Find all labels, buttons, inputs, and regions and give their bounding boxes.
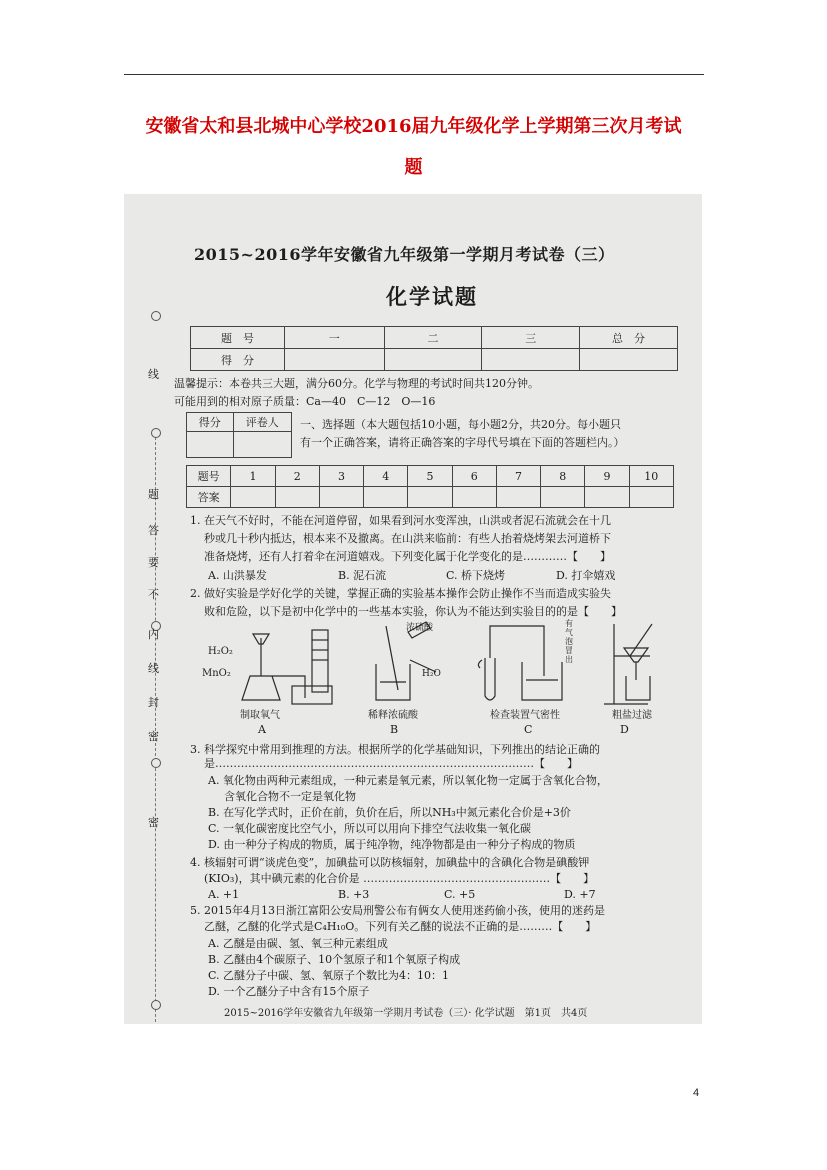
grader-score-cell[interactable] bbox=[187, 432, 234, 458]
binding-char: 答 bbox=[148, 524, 159, 537]
question-number: 8 bbox=[541, 466, 585, 487]
caption-c: 检查装置气密性 bbox=[490, 710, 560, 721]
caption-b: 稀释浓硫酸 bbox=[368, 710, 418, 721]
answer-cell[interactable] bbox=[231, 487, 275, 508]
beaker-icon bbox=[626, 676, 650, 700]
binding-circle bbox=[151, 1000, 161, 1010]
document-title-line-2: 题 bbox=[404, 157, 423, 178]
gas-jar-icon bbox=[312, 630, 328, 692]
question-3-line: 3. 科学探究中常用到推理的方法。根据所学的化学基础知识，下列推出的结论正确的 bbox=[190, 743, 600, 756]
question-5-option-d: D. 一个乙醚分子中含有15个原子 bbox=[208, 985, 370, 998]
question-1-option-d: D. 打伞嬉戏 bbox=[556, 569, 616, 582]
diagram-letter-a: A bbox=[258, 723, 266, 736]
answer-table-header-row bbox=[187, 466, 674, 487]
question-number: 1 bbox=[231, 466, 275, 487]
grader-table bbox=[186, 412, 292, 458]
question-number: 7 bbox=[496, 466, 540, 487]
question-4-option-c: C. +5 bbox=[444, 888, 476, 901]
question-3-option-c: C. 一氧化碳密度比空气小，所以可以用向下排空气法收集一氧化碳 bbox=[208, 822, 532, 835]
diagram-letter-b: B bbox=[390, 723, 399, 736]
question-1-line: 1. 在天气不好时，不能在河道停留，如果看到河水变浑浊，山洪或者泥石流就会在十几 bbox=[190, 514, 611, 527]
score-table-header: 三 bbox=[482, 327, 580, 349]
score-table bbox=[190, 326, 678, 371]
binding-char: 线 bbox=[148, 662, 159, 675]
question-number: 5 bbox=[408, 466, 452, 487]
water-label: H₂O bbox=[422, 669, 441, 679]
erlenmeyer-flask-icon bbox=[242, 676, 280, 700]
bubble-label-char: 出 bbox=[565, 655, 573, 664]
answer-cell[interactable] bbox=[452, 487, 496, 508]
caption-d: 粗盐过滤 bbox=[612, 710, 652, 721]
binding-char: 不 bbox=[148, 588, 159, 601]
answer-cell[interactable] bbox=[585, 487, 629, 508]
score-row-label: 得 分 bbox=[191, 349, 285, 371]
question-5-option-a: A. 乙醚是由碳、氢、氧三种元素组成 bbox=[208, 937, 388, 950]
exam-paper-title: 2015~2016学年安徽省九年级第一学期月考试卷（三） bbox=[194, 245, 615, 264]
exam-subject-title: 化学试题 bbox=[386, 284, 478, 309]
answer-cell[interactable] bbox=[541, 487, 585, 508]
question-5-option-b: B. 乙醚由4个碳原子、10个氢原子和1个氧原子构成 bbox=[208, 953, 461, 966]
page-number: 4 bbox=[693, 1087, 700, 1099]
header-rule bbox=[124, 74, 704, 75]
caption-a: 制取氧气 bbox=[240, 710, 280, 721]
question-4-line: 4. 核辐射可谓“谈虎色变”，加碘盐可以防核辐射，加碘盐中的含碘化合物是碘酸钾 bbox=[190, 856, 590, 869]
atomic-mass-text: 可能用到的相对原子质量：Ca—40 C—12 O—16 bbox=[174, 395, 436, 408]
score-cell[interactable] bbox=[384, 349, 482, 371]
bubble-label-char: 有 bbox=[565, 619, 573, 628]
binding-char: 密 bbox=[148, 730, 159, 743]
binding-char: 封 bbox=[148, 696, 159, 709]
answer-cell[interactable] bbox=[275, 487, 319, 508]
question-3-option-b: B. 在写化学式时，正价在前，负价在后，所以NH₃中氮元素化合价是+3价 bbox=[208, 806, 571, 819]
question-number: 9 bbox=[585, 466, 629, 487]
question-1-option-b: B. 泥石流 bbox=[338, 569, 387, 582]
answer-cell[interactable] bbox=[629, 487, 673, 508]
test-tube-icon bbox=[485, 658, 495, 700]
score-cell[interactable] bbox=[284, 349, 384, 371]
score-table-header: 一 bbox=[284, 327, 384, 349]
beaker-icon bbox=[522, 662, 562, 700]
answer-table-label: 题号 bbox=[187, 466, 231, 487]
question-number: 6 bbox=[452, 466, 496, 487]
bubble-label-char: 冒 bbox=[565, 646, 573, 655]
question-3-line: 是……………………………………………………………………………【 】 bbox=[204, 757, 578, 770]
question-number: 2 bbox=[275, 466, 319, 487]
score-cell[interactable] bbox=[482, 349, 580, 371]
glass-rod-icon bbox=[386, 626, 398, 690]
bubble-label-char: 泡 bbox=[565, 637, 573, 646]
question-4-option-d: D. +7 bbox=[564, 888, 596, 901]
apparatus-diagrams bbox=[200, 618, 680, 722]
question-4-line: (KIO₃)，其中碘元素的化合价是 ……………………………………………【 】 bbox=[204, 872, 595, 885]
binding-char: 内 bbox=[148, 628, 159, 641]
grader-score-label: 得分 bbox=[187, 413, 234, 432]
diagram-letter-d: D bbox=[620, 723, 629, 736]
question-number: 3 bbox=[319, 466, 363, 487]
mno2-label: MnO₂ bbox=[202, 668, 231, 679]
grader-name-label: 评卷人 bbox=[233, 413, 291, 432]
question-3-option-a: A. 氧化物由两种元素组成，一种元素是氧元素，所以氧化物一定属于含氧化合物， bbox=[208, 774, 608, 787]
score-table-header: 总 分 bbox=[580, 327, 678, 349]
question-number: 4 bbox=[364, 466, 408, 487]
funnel-icon bbox=[624, 648, 648, 662]
answer-cell[interactable] bbox=[496, 487, 540, 508]
question-3-option-d: D. 由一种分子构成的物质，属于纯净物，纯净物都是由一种分子构成的物质 bbox=[208, 838, 576, 851]
section-one-heading: 一、选择题（本大题包括10小题，每小题2分，共20分。每小题只 bbox=[300, 418, 621, 431]
question-2-line: 2. 做好实验是学好化学的关键，掌握正确的实验基本操作会防止操作不当而造成实验失 bbox=[190, 587, 611, 600]
binding-circle bbox=[151, 428, 161, 438]
answer-cell[interactable] bbox=[319, 487, 363, 508]
score-table-header: 二 bbox=[384, 327, 482, 349]
question-4-option-a: A. +1 bbox=[208, 888, 240, 901]
question-1-option-c: C. 桥下烧烤 bbox=[446, 569, 506, 582]
question-1-line: 准备烧烤，还有人打着伞在河道嬉戏。下列变化属于化学变化的是…………【 】 bbox=[204, 550, 611, 563]
conc-acid-label: 浓硫酸 bbox=[406, 623, 434, 633]
score-cell[interactable] bbox=[580, 349, 678, 371]
scanned-exam-page bbox=[124, 194, 702, 1024]
question-2-line: 败和危险，以下是初中化学中的一些基本实验，你认为不能达到实验目的的是【 】 bbox=[204, 605, 622, 618]
question-4-option-b: B. +3 bbox=[338, 888, 370, 901]
question-5-line: 乙醚，乙醚的化学式是C₄H₁₀O。下列有关乙醚的说法不正确的是………【 】 bbox=[204, 920, 597, 933]
document-title-line-1: 安徽省太和县北城中心学校2016届九年级化学上学期第三次月考试 bbox=[145, 116, 682, 137]
question-5-line: 5. 2015年4月13日浙江富阳公安局刑警公布有俩女人使用迷药偷小孩，使用的迷药是 bbox=[190, 904, 605, 917]
binding-char: 题 bbox=[148, 488, 159, 501]
binding-circle bbox=[151, 758, 161, 768]
answer-table-answer-row bbox=[187, 487, 674, 508]
h2o2-label: H₂O₂ bbox=[208, 646, 233, 657]
question-1-option-a: A. 山洪暴发 bbox=[208, 569, 267, 582]
question-3-option-a-cont: 含氧化合物不一定是氧化物 bbox=[224, 790, 356, 803]
bubble-label-char: 气 bbox=[565, 628, 573, 637]
binding-char: 线 bbox=[148, 368, 159, 381]
instructions-text: 温馨提示：本卷共三大题，满分60分。化学与物理的考试时间共120分钟。 bbox=[174, 377, 539, 390]
binding-circle bbox=[151, 311, 161, 321]
question-number: 10 bbox=[629, 466, 673, 487]
score-table-header: 题 号 bbox=[191, 327, 285, 349]
answer-cell[interactable] bbox=[364, 487, 408, 508]
question-1-line: 秒或几十秒内抵达，根本来不及撤离。在山洪来临前：有些人抬着烧烤架去河道桥下 bbox=[204, 532, 611, 545]
answer-row-label: 答案 bbox=[187, 487, 231, 508]
answer-cell[interactable] bbox=[408, 487, 452, 508]
answer-table bbox=[186, 465, 674, 508]
exam-page-footer: 2015~2016学年安徽省九年级第一学期月考试卷（三）· 化学试题 第1页 共4页 bbox=[224, 1008, 588, 1019]
binding-char: 密 bbox=[148, 816, 159, 829]
diagram-letter-c: C bbox=[524, 723, 533, 736]
binding-char: 要 bbox=[148, 556, 159, 569]
section-one-instructions: 有一个正确答案，请将正确答案的字母代号填在下面的答题栏内。） bbox=[300, 436, 625, 449]
grader-name-cell[interactable] bbox=[233, 432, 291, 458]
question-5-option-c: C. 乙醚分子中碳、氢、氧原子个数比为4：10：1 bbox=[208, 969, 450, 982]
